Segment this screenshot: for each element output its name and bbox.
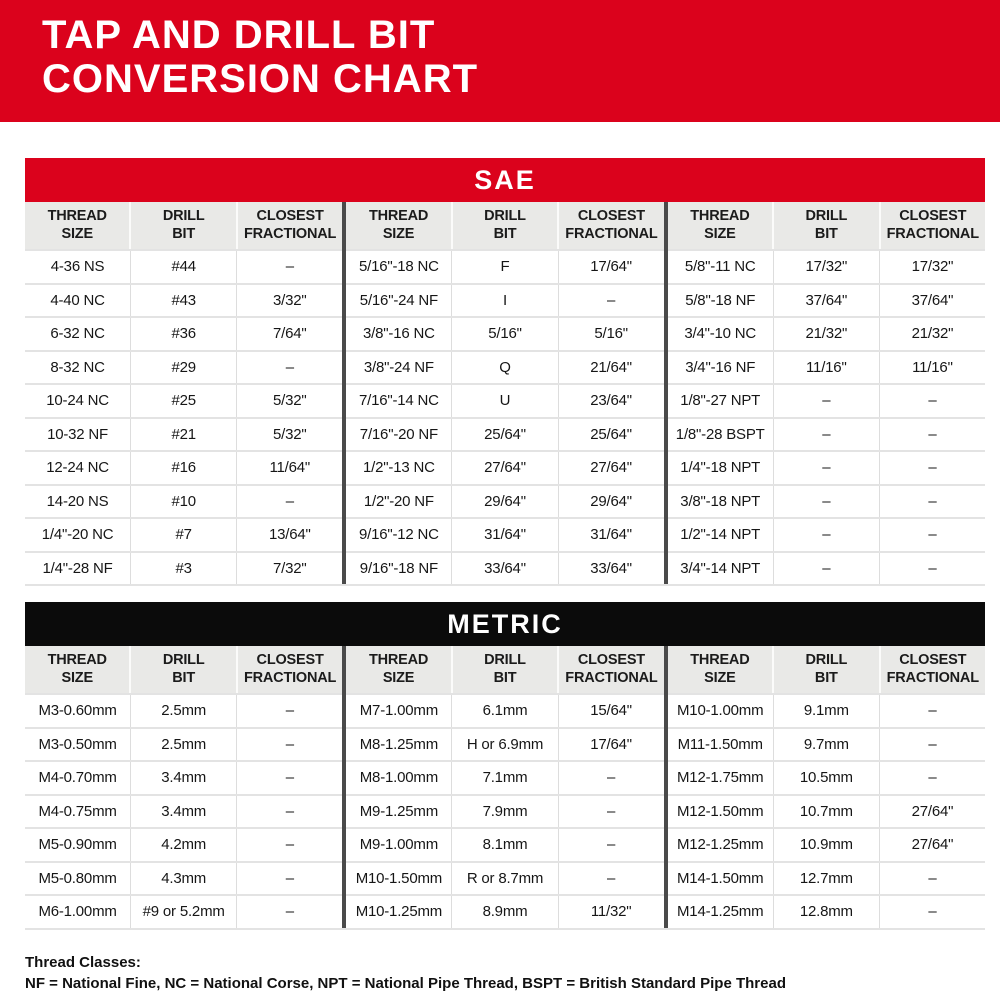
table-cell: 3/4"-10 NC <box>684 325 757 343</box>
table-cell: 27/64" <box>558 452 664 484</box>
column-header <box>668 646 772 693</box>
column-header-line: CLOSEST <box>256 207 324 224</box>
table-cell: I <box>451 285 557 317</box>
column-header-line: DRILL <box>805 651 848 668</box>
table-cell: 3/8"-18 NPT <box>680 492 761 510</box>
table-cell: 13/64" <box>236 519 342 551</box>
table-row <box>25 827 342 861</box>
table-cell: – <box>879 452 985 484</box>
table-cell: 2.5mm <box>130 729 236 761</box>
table-row <box>668 861 985 895</box>
column-group <box>664 646 985 928</box>
table-cell: #25 <box>130 385 236 417</box>
table-row <box>668 316 985 350</box>
table-row <box>346 517 663 551</box>
column-header-line: DRILL <box>484 207 526 224</box>
table-cell: – <box>236 863 342 895</box>
table-cell: 15/64" <box>558 695 664 727</box>
table-cell: 3/32" <box>236 285 342 317</box>
table-row <box>25 760 342 794</box>
table-cell: M10-1.50mm <box>355 869 443 887</box>
table-cell: 5/16" <box>558 318 664 350</box>
table-cell: 33/64" <box>451 553 557 585</box>
table-row <box>668 417 985 451</box>
column-header <box>451 646 557 693</box>
table-cell: 3/8"-24 NF <box>363 358 434 376</box>
table-row <box>346 693 663 727</box>
table-row <box>668 283 985 317</box>
table-row <box>346 484 663 518</box>
table-cell: 5/16"-18 NC <box>358 258 439 276</box>
header-row <box>668 646 985 693</box>
table-cell: 31/64" <box>451 519 557 551</box>
column-header-line: FRACTIONAL <box>243 225 337 242</box>
table-cell: 1/8"-28 BSPT <box>675 425 765 443</box>
table-cell: 11/64" <box>236 452 342 484</box>
table-cell: – <box>558 829 664 861</box>
column-header-line: SIZE <box>61 669 93 686</box>
sae-section <box>25 158 985 586</box>
column-header-line: THREAD <box>368 651 429 668</box>
table-row <box>668 249 985 283</box>
table-cell: – <box>879 729 985 761</box>
table-cell: M10-1.25mm <box>355 903 443 921</box>
column-header-line: FRACTIONAL <box>565 225 658 242</box>
table-cell: M4-0.75mm <box>38 802 117 820</box>
column-header-line: DRILL <box>162 207 205 224</box>
table-cell: 7.1mm <box>451 762 557 794</box>
table-row <box>25 283 342 317</box>
table-cell: 6-32 NC <box>50 325 105 343</box>
table-cell: #3 <box>130 553 236 585</box>
footnote <box>25 954 985 995</box>
table-row <box>25 316 342 350</box>
table-cell: – <box>773 385 879 417</box>
table-cell: #7 <box>130 519 236 551</box>
table-cell: – <box>558 285 664 317</box>
table-row <box>25 727 342 761</box>
column-header <box>236 646 342 693</box>
table-cell: – <box>879 762 985 794</box>
metric-section <box>25 602 985 930</box>
table-cell: 1/2"-13 NC <box>363 459 435 477</box>
table-cell: 17/32" <box>773 251 879 283</box>
table-cell: – <box>879 419 985 451</box>
table-cell: 7/64" <box>236 318 342 350</box>
column-group <box>342 646 663 928</box>
column-header-line: THREAD <box>690 207 750 224</box>
table-cell: R or 8.7mm <box>451 863 557 895</box>
column-header <box>236 202 342 249</box>
table-cell: M3-0.60mm <box>38 702 117 720</box>
table-cell: #10 <box>130 486 236 518</box>
table-cell: 10-24 NC <box>46 392 109 410</box>
table-row <box>346 894 663 928</box>
table-cell: #29 <box>130 352 236 384</box>
column-header <box>451 202 557 249</box>
table-cell: 17/32" <box>879 251 985 283</box>
table-cell: 5/8"-11 NC <box>684 258 756 276</box>
table-row <box>25 249 342 283</box>
table-cell: 11/32" <box>558 896 664 928</box>
table-cell: – <box>236 486 342 518</box>
table-cell: 10-32 NF <box>47 425 109 443</box>
table-cell: – <box>773 419 879 451</box>
column-header <box>879 202 985 249</box>
table-cell: M14-1.50mm <box>677 869 764 887</box>
column-header-line: CLOSEST <box>899 207 967 224</box>
brand-banner <box>0 0 1000 122</box>
table-cell: 17/64" <box>558 729 664 761</box>
table-cell: 21/64" <box>558 352 664 384</box>
column-header <box>772 202 878 249</box>
table-cell: 7/16"-14 NC <box>358 392 439 410</box>
column-header-line: CLOSEST <box>899 651 967 668</box>
metric-table <box>25 646 985 930</box>
table-cell: M9-1.25mm <box>359 802 438 820</box>
table-row <box>25 450 342 484</box>
table-cell: M3-0.50mm <box>38 735 117 753</box>
table-row <box>25 693 342 727</box>
table-cell: 11/16" <box>773 352 879 384</box>
table-cell: M8-1.25mm <box>359 735 438 753</box>
column-header <box>25 646 129 693</box>
column-header-line: BIT <box>493 225 517 242</box>
column-header-line: CLOSEST <box>577 207 645 224</box>
table-row <box>346 450 663 484</box>
table-cell: 9.1mm <box>773 695 879 727</box>
table-cell: 14-20 NS <box>46 492 109 510</box>
table-cell: – <box>879 385 985 417</box>
table-cell: 37/64" <box>773 285 879 317</box>
table-cell: 23/64" <box>558 385 664 417</box>
column-header-line: FRACTIONAL <box>886 669 979 686</box>
table-row <box>346 383 663 417</box>
column-header-line: CLOSEST <box>256 651 324 668</box>
table-cell: – <box>773 519 879 551</box>
table-cell: #9 or 5.2mm <box>130 896 236 928</box>
table-cell: 12-24 NC <box>46 459 109 477</box>
table-cell: 3/8"-16 NC <box>363 325 435 343</box>
table-cell: 5/8"-18 NF <box>685 291 756 309</box>
column-header <box>346 202 450 249</box>
table-cell: M12-1.50mm <box>677 802 764 820</box>
table-cell: – <box>773 452 879 484</box>
metric-band-title: METRIC <box>25 602 985 646</box>
table-row <box>346 316 663 350</box>
table-cell: 3.4mm <box>130 796 236 828</box>
table-cell: – <box>558 796 664 828</box>
table-cell: M8-1.00mm <box>359 769 438 787</box>
table-row <box>346 827 663 861</box>
table-cell: 4-40 NC <box>50 291 105 309</box>
table-cell: M14-1.25mm <box>677 903 764 921</box>
table-row <box>668 551 985 585</box>
table-row <box>346 727 663 761</box>
table-cell: M5-0.90mm <box>38 836 117 854</box>
table-row <box>668 517 985 551</box>
table-cell: 1/8"-27 NPT <box>680 392 761 410</box>
table-cell: 9.7mm <box>773 729 879 761</box>
table-cell: 17/64" <box>558 251 664 283</box>
table-cell: M12-1.25mm <box>677 836 764 854</box>
sae-band-title: SAE <box>25 158 985 202</box>
table-cell: 5/16" <box>451 318 557 350</box>
table-cell: 31/64" <box>558 519 664 551</box>
table-cell: M12-1.75mm <box>677 769 764 787</box>
table-cell: 10.5mm <box>773 762 879 794</box>
table-cell: – <box>879 486 985 518</box>
table-cell: #44 <box>130 251 236 283</box>
table-row <box>346 350 663 384</box>
table-cell: – <box>236 695 342 727</box>
table-cell: 1/4"-20 NC <box>41 526 114 544</box>
table-cell: 29/64" <box>558 486 664 518</box>
table-cell: – <box>236 796 342 828</box>
table-row <box>668 383 985 417</box>
table-row <box>668 484 985 518</box>
table-cell: 2.5mm <box>130 695 236 727</box>
column-header-line: SIZE <box>382 225 415 242</box>
table-cell: 10.9mm <box>773 829 879 861</box>
table-cell: 3/4"-16 NF <box>685 358 756 376</box>
footnote-text: NF = National Fine, NC = National Corse, NPT = National Pipe Thread, BSPT = British Standard Pipe Thread <box>25 975 786 993</box>
column-header-line: THREAD <box>690 651 750 668</box>
column-header <box>129 202 235 249</box>
column-header <box>557 646 663 693</box>
table-cell: H or 6.9mm <box>451 729 557 761</box>
table-row <box>668 894 985 928</box>
table-cell: M5-0.80mm <box>38 869 117 887</box>
table-cell: 7.9mm <box>451 796 557 828</box>
column-header-line: SIZE <box>61 225 93 242</box>
table-cell: U <box>451 385 557 417</box>
table-cell: 37/64" <box>879 285 985 317</box>
table-cell: 11/16" <box>879 352 985 384</box>
column-header <box>879 646 985 693</box>
table-cell: M7-1.00mm <box>359 702 438 720</box>
table-cell: 9/16"-18 NF <box>359 559 438 577</box>
table-cell: – <box>236 829 342 861</box>
header-row <box>668 202 985 249</box>
table-cell: 4.3mm <box>130 863 236 895</box>
table-cell: 7/16"-20 NF <box>359 425 438 443</box>
table-cell: – <box>236 896 342 928</box>
table-cell: M10-1.00mm <box>677 702 764 720</box>
table-cell: 7/32" <box>236 553 342 585</box>
column-header-line: FRACTIONAL <box>565 669 658 686</box>
table-cell: Q <box>451 352 557 384</box>
table-cell: M4-0.70mm <box>38 769 117 787</box>
table-row <box>346 249 663 283</box>
table-cell: 1/2"-20 NF <box>363 492 434 510</box>
column-header <box>129 646 235 693</box>
table-cell: 1/4"-28 NF <box>42 559 113 577</box>
column-header-line: CLOSEST <box>577 651 645 668</box>
column-group <box>25 646 342 928</box>
table-cell: – <box>558 863 664 895</box>
page-title-line2: CONVERSION CHART <box>42 57 479 101</box>
page-title-line1: TAP AND DRILL BIT <box>42 13 436 57</box>
table-cell: 4.2mm <box>130 829 236 861</box>
table-row <box>668 794 985 828</box>
page-title <box>0 0 1000 101</box>
table-cell: – <box>879 896 985 928</box>
column-header-line: SIZE <box>382 669 415 686</box>
table-cell: – <box>773 486 879 518</box>
table-row <box>25 517 342 551</box>
table-cell: M6-1.00mm <box>38 903 117 921</box>
table-cell: – <box>236 762 342 794</box>
column-header-line: THREAD <box>47 207 107 224</box>
table-cell: #16 <box>130 452 236 484</box>
column-header-line: BIT <box>814 225 838 242</box>
table-cell: 3.4mm <box>130 762 236 794</box>
footnote-title: Thread Classes: <box>25 953 141 971</box>
column-header-line: BIT <box>172 669 196 686</box>
table-cell: 1/4"-18 NPT <box>680 459 761 477</box>
column-header-line: THREAD <box>368 207 429 224</box>
table-row <box>25 551 342 585</box>
table-cell: #21 <box>130 419 236 451</box>
table-cell: 1/2"-14 NPT <box>680 526 761 544</box>
table-cell: 29/64" <box>451 486 557 518</box>
table-row <box>668 760 985 794</box>
table-cell: #43 <box>130 285 236 317</box>
column-header-line: FRACTIONAL <box>243 669 337 686</box>
table-row <box>25 894 342 928</box>
table-row <box>346 861 663 895</box>
table-row <box>25 417 342 451</box>
table-row <box>25 484 342 518</box>
table-row <box>346 283 663 317</box>
column-header-line: SIZE <box>704 669 736 686</box>
table-cell: 12.8mm <box>773 896 879 928</box>
table-cell: 33/64" <box>558 553 664 585</box>
table-cell: M9-1.00mm <box>359 836 438 854</box>
table-cell: 27/64" <box>879 796 985 828</box>
table-row <box>668 450 985 484</box>
table-row <box>25 861 342 895</box>
table-cell: 27/64" <box>879 829 985 861</box>
table-cell: 25/64" <box>451 419 557 451</box>
table-cell: – <box>879 553 985 585</box>
column-group <box>25 202 342 584</box>
table-cell: – <box>558 762 664 794</box>
column-header <box>557 202 663 249</box>
column-group <box>664 202 985 584</box>
table-cell: 8.1mm <box>451 829 557 861</box>
table-cell: 5/32" <box>236 385 342 417</box>
table-row <box>25 794 342 828</box>
column-header-line: THREAD <box>47 651 107 668</box>
table-cell: 10.7mm <box>773 796 879 828</box>
table-row <box>346 794 663 828</box>
table-row <box>25 383 342 417</box>
column-header-line: DRILL <box>162 651 205 668</box>
column-header-line: BIT <box>493 669 517 686</box>
table-row <box>668 727 985 761</box>
table-cell: – <box>773 553 879 585</box>
table-row <box>25 350 342 384</box>
column-header-line: FRACTIONAL <box>886 225 979 242</box>
table-cell: 3/4"-14 NPT <box>680 559 761 577</box>
table-cell: #36 <box>130 318 236 350</box>
table-row <box>346 551 663 585</box>
table-cell: 8-32 NC <box>50 358 105 376</box>
header-row <box>25 646 342 693</box>
table-cell: 4-36 NS <box>50 258 105 276</box>
table-cell: 27/64" <box>451 452 557 484</box>
column-header-line: BIT <box>172 225 196 242</box>
table-cell: 25/64" <box>558 419 664 451</box>
table-cell: – <box>879 863 985 895</box>
table-cell: 12.7mm <box>773 863 879 895</box>
table-row <box>346 760 663 794</box>
column-header-line: DRILL <box>805 207 848 224</box>
table-row <box>668 350 985 384</box>
column-header-line: SIZE <box>704 225 736 242</box>
table-cell: – <box>236 352 342 384</box>
column-header <box>346 646 450 693</box>
column-header <box>772 646 878 693</box>
header-row <box>346 202 663 249</box>
column-header <box>668 202 772 249</box>
column-header-line: DRILL <box>484 651 526 668</box>
sae-table <box>25 202 985 586</box>
header-row <box>25 202 342 249</box>
table-cell: 6.1mm <box>451 695 557 727</box>
column-header <box>25 202 129 249</box>
table-cell: 21/32" <box>773 318 879 350</box>
table-cell: – <box>879 519 985 551</box>
table-row <box>346 417 663 451</box>
table-cell: – <box>236 251 342 283</box>
table-row <box>668 827 985 861</box>
header-row <box>346 646 663 693</box>
table-cell: F <box>451 251 557 283</box>
table-cell: 5/32" <box>236 419 342 451</box>
table-row <box>668 693 985 727</box>
table-cell: 5/16"-24 NF <box>359 291 438 309</box>
table-cell: 9/16"-12 NC <box>358 526 439 544</box>
table-cell: – <box>236 729 342 761</box>
table-cell: 8.9mm <box>451 896 557 928</box>
table-cell: M11-1.50mm <box>677 735 763 753</box>
column-group <box>342 202 663 584</box>
column-header-line: BIT <box>814 669 838 686</box>
table-cell: 21/32" <box>879 318 985 350</box>
table-cell: – <box>879 695 985 727</box>
